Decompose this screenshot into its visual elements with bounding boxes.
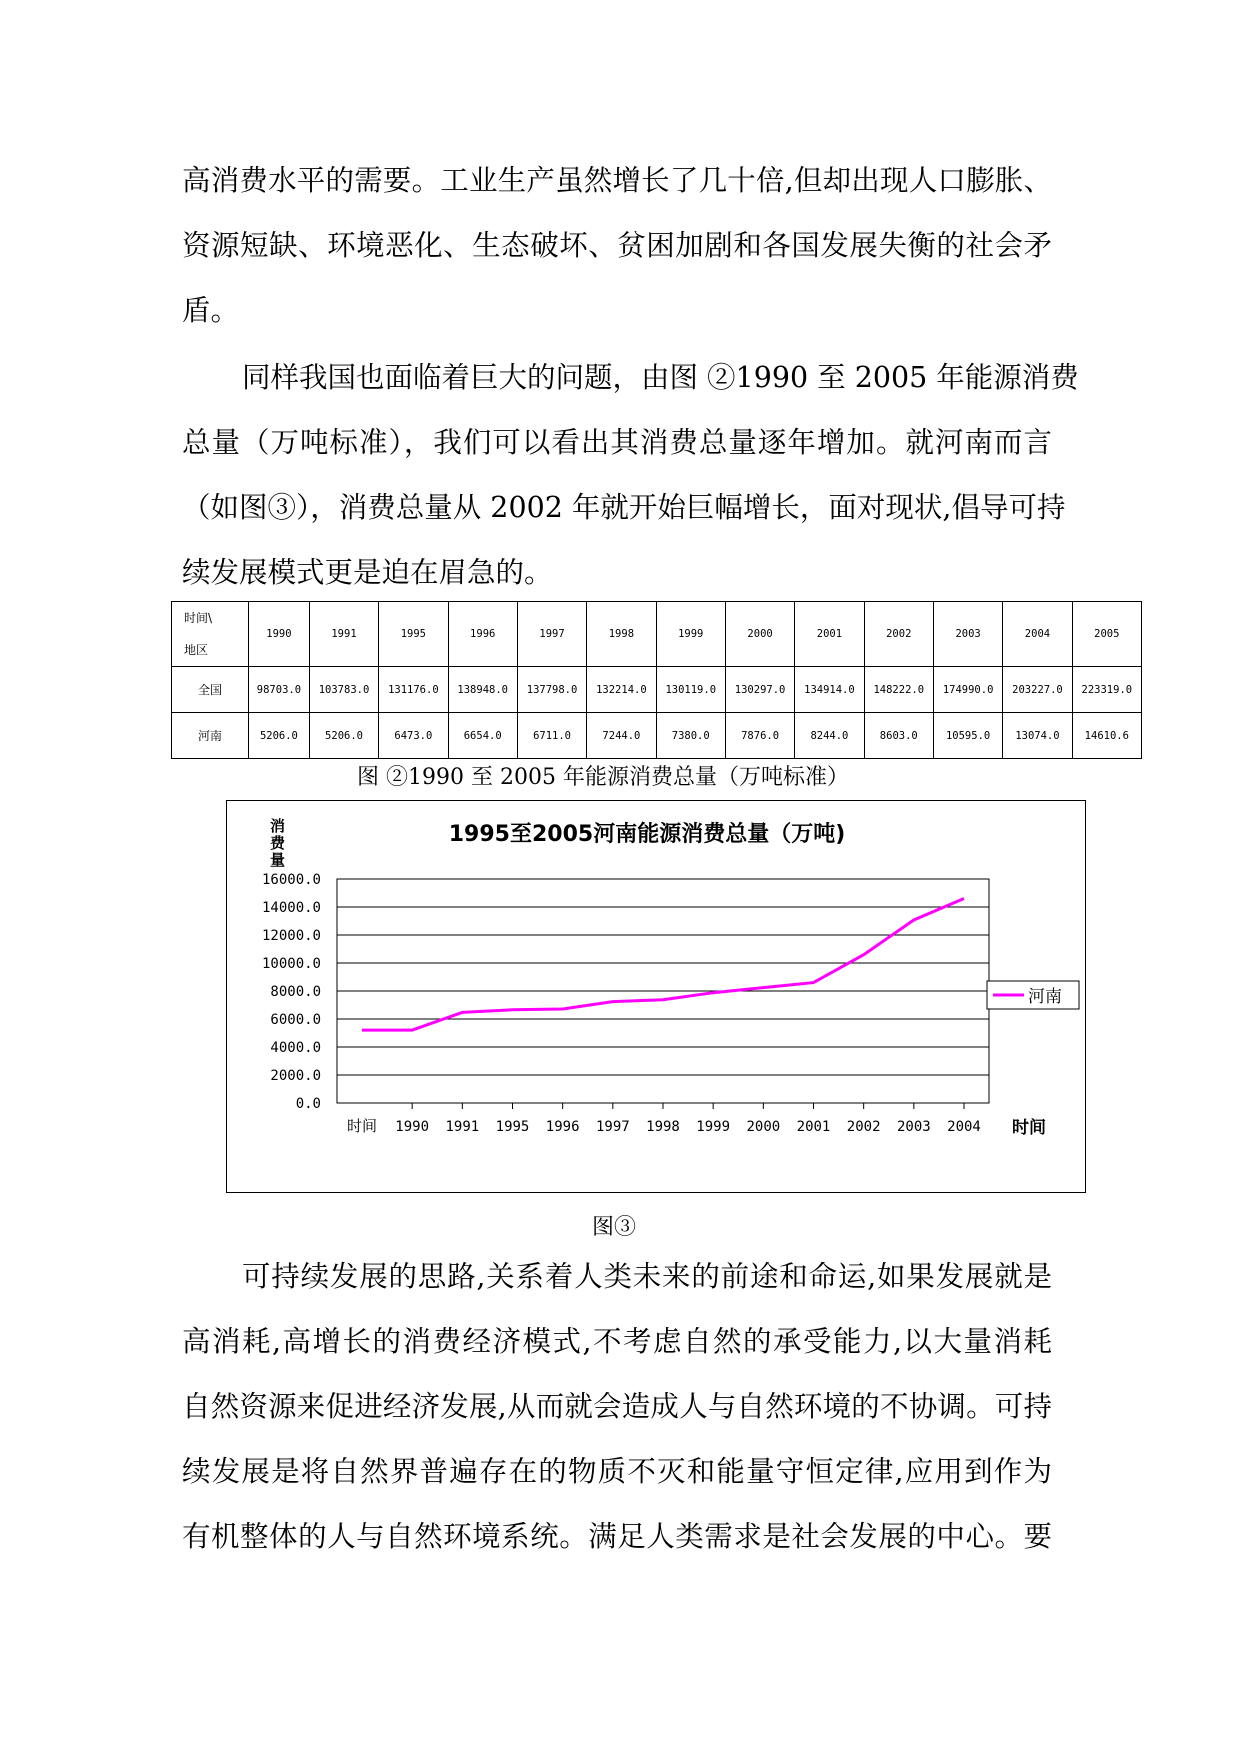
y-tick-label: 4000.0	[270, 1040, 321, 1056]
table-cell: 6711.0	[517, 713, 586, 759]
paragraph-1	[182, 148, 1052, 343]
x-tick-label: 1991	[445, 1119, 480, 1135]
y-tick-label: 14000.0	[261, 900, 321, 916]
table-cell: 203227.0	[1003, 667, 1072, 713]
x-axis-start-label: 时间	[346, 1117, 378, 1135]
table-cell: 223319.0	[1072, 667, 1141, 713]
table-cell: 7244.0	[587, 713, 656, 759]
x-tick-label: 1997	[595, 1119, 630, 1135]
table-cell: 6473.0	[379, 713, 448, 759]
table-cell: 14610.6	[1072, 713, 1141, 759]
text-line: 可持续发展的思路,关系着人类未来的前途和命运,如果发展就是	[242, 1260, 1052, 1293]
table-cell: 5206.0	[309, 713, 378, 759]
table-cell: 5206.0	[249, 713, 310, 759]
chart-svg	[227, 801, 1087, 1194]
paragraph-3	[182, 1244, 1052, 1569]
text-line: 同样我国也面临着巨大的问题，由图 ②1990 至 2005 年能源消费	[242, 361, 1079, 394]
year-header: 1990	[249, 602, 310, 667]
year-header: 1999	[656, 602, 725, 667]
y-tick-label: 12000.0	[261, 928, 321, 944]
line-chart	[226, 800, 1086, 1193]
text-line: 高消费水平的需要。工业生产虽然增长了几十倍,但却出现人口膨胀、	[182, 164, 1052, 197]
text-line: 自然资源来促进经济发展,从而就会造成人与自然环境的不协调。可持	[182, 1390, 1052, 1423]
year-header: 2003	[933, 602, 1002, 667]
y-axis-label: 消费量	[270, 817, 286, 869]
table-cell: 131176.0	[379, 667, 448, 713]
table-row	[172, 713, 1142, 759]
table-cell: 13074.0	[1003, 713, 1072, 759]
year-header: 2005	[1072, 602, 1141, 667]
year-header: 1991	[309, 602, 378, 667]
x-tick-label: 2003	[896, 1119, 931, 1135]
y-tick-label: 6000.0	[270, 1012, 321, 1028]
text-line: 续发展模式更是迫在眉急的。	[182, 556, 553, 589]
table-cell: 148222.0	[864, 667, 933, 713]
legend-label: 河南	[1028, 987, 1062, 1007]
x-tick-label: 1996	[545, 1119, 580, 1135]
year-header: 1997	[517, 602, 586, 667]
table-cell: 7876.0	[725, 713, 794, 759]
x-tick-label: 2004	[947, 1119, 981, 1135]
x-tick-label: 2000	[746, 1119, 781, 1135]
x-tick-label: 2002	[846, 1119, 881, 1135]
table-cell: 7380.0	[656, 713, 725, 759]
text-line: 总量（万吨标准），我们可以看出其消费总量逐年增加。就河南而言	[182, 426, 1052, 459]
table-cell: 8244.0	[795, 713, 864, 759]
y-tick-label: 2000.0	[270, 1068, 321, 1084]
x-tick-label: 1995	[495, 1119, 530, 1135]
year-header: 2001	[795, 602, 864, 667]
text-line: （如图③），消费总量从 2002 年就开始巨幅增长，面对现状,倡导可持	[182, 491, 1066, 524]
x-axis-label: 时间	[1012, 1118, 1046, 1138]
y-tick-label: 8000.0	[270, 984, 321, 1000]
y-tick-label: 0.0	[295, 1096, 321, 1112]
table-cell: 10595.0	[933, 713, 1002, 759]
year-header: 2000	[725, 602, 794, 667]
table-cell: 137798.0	[517, 667, 586, 713]
y-tick-label: 10000.0	[261, 956, 321, 972]
year-header: 2002	[864, 602, 933, 667]
table-caption: 图 ②1990 至 2005 年能源消费总量（万吨标准）	[357, 765, 849, 790]
text-line: 盾。	[182, 294, 240, 327]
table-cell: 103783.0	[309, 667, 378, 713]
x-tick-label: 2001	[796, 1119, 831, 1135]
paragraph-2	[182, 345, 1079, 605]
table-cell: 98703.0	[249, 667, 310, 713]
table-cell: 130119.0	[656, 667, 725, 713]
chart-title: 1995至2005河南能源消费总量（万吨)	[448, 822, 846, 847]
corner-label-region: 地区	[184, 643, 209, 657]
table-cell: 8603.0	[864, 713, 933, 759]
chart-caption: 图③	[592, 1215, 637, 1240]
year-header: 1995	[379, 602, 448, 667]
table-cell: 134914.0	[795, 667, 864, 713]
y-tick-label: 16000.0	[261, 872, 321, 888]
text-line: 高消耗,高增长的消费经济模式,不考虑自然的承受能力,以大量消耗	[182, 1325, 1052, 1358]
table-cell: 138948.0	[448, 667, 517, 713]
text-line: 有机整体的人与自然环境系统。满足人类需求是社会发展的中心。要	[182, 1520, 1052, 1553]
energy-consumption-table	[171, 601, 1142, 759]
row-label-national: 全国	[172, 667, 249, 713]
table-cell: 174990.0	[933, 667, 1002, 713]
year-header: 1996	[448, 602, 517, 667]
text-line: 资源短缺、环境恶化、生态破坏、贫困加剧和各国发展失衡的社会矛	[182, 229, 1052, 262]
x-tick-label: 1998	[646, 1119, 680, 1135]
corner-label-time: 时间\	[184, 611, 213, 625]
table-header-row	[172, 602, 1142, 667]
x-tick-label: 1990	[395, 1119, 430, 1135]
table-cell: 6654.0	[448, 713, 517, 759]
year-header: 1998	[587, 602, 656, 667]
table-row	[172, 667, 1142, 713]
year-header: 2004	[1003, 602, 1072, 667]
text-line: 续发展是将自然界普遍存在的物质不灭和能量守恒定律,应用到作为	[182, 1455, 1052, 1488]
table-cell: 132214.0	[587, 667, 656, 713]
x-tick-label: 1999	[696, 1119, 731, 1135]
table-cell: 130297.0	[725, 667, 794, 713]
row-label-henan: 河南	[172, 713, 249, 759]
table-corner-cell	[172, 602, 249, 667]
